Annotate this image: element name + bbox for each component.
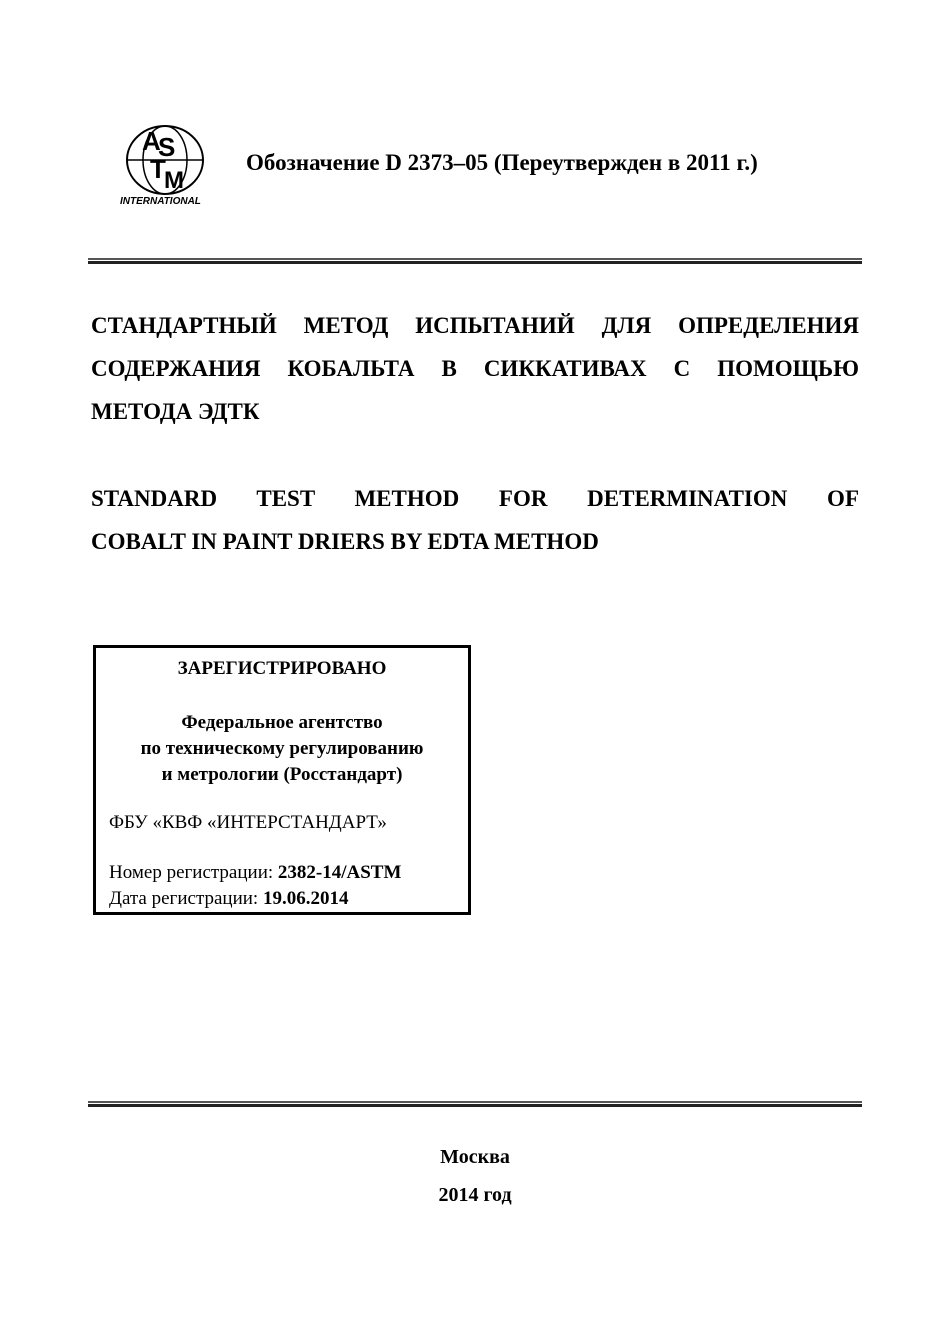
title-ru-line: МЕТОДА ЭДТК: [91, 399, 260, 424]
registration-org: ФБУ «КВФ «ИНТЕРСТАНДАРТ»: [109, 812, 387, 833]
registration-stamp: [93, 645, 471, 915]
svg-text:S: S: [158, 132, 176, 162]
registration-header: ЗАРЕГИСТРИРОВАНО: [177, 658, 387, 679]
agency-line: по техническому регулированию: [140, 738, 424, 759]
registration-number: [109, 862, 401, 884]
title-ru-line: СОДЕРЖАНИЯ КОБАЛЬТА В СИККАТИВАХ С ПОМОЩЬЮ: [91, 356, 859, 381]
svg-text:INTERNATIONAL: INTERNATIONAL: [120, 196, 201, 207]
registration-date-value: 19.06.2014: [262, 888, 349, 909]
agency-line: и метрологии (Росстандарт): [161, 764, 403, 785]
registration-date: [109, 888, 348, 910]
document-designation: Обозначение D 2373–05 (Переутвержден в 2011 г.): [246, 150, 758, 175]
title-ru-line: СТАНДАРТНЫЙ МЕТОД ИСПЫТАНИЙ ДЛЯ ОПРЕДЕЛЕНИЯ: [91, 313, 859, 338]
bottom-divider: [88, 1101, 862, 1107]
astm-logo: [116, 120, 214, 208]
title-en-line: STANDARD TEST METHOD FOR DETERMINATION OF: [91, 486, 859, 511]
footer-year: 2014 год: [438, 1184, 512, 1206]
registration-agency: [96, 710, 468, 788]
svg-text:M: M: [164, 167, 184, 194]
registration-date-label: Дата регистрации:: [109, 888, 263, 909]
svg-text:A: A: [142, 126, 161, 156]
agency-line: Федеральное агентство: [181, 712, 383, 733]
registration-number-value: 2382-14/ASTM: [277, 862, 402, 883]
svg-text:T: T: [150, 154, 166, 184]
title-en-line: COBALT IN PAINT DRIERS BY EDTA METHOD: [91, 529, 599, 554]
title-russian: [91, 304, 859, 433]
footer-city: Москва: [440, 1146, 510, 1168]
top-divider: [88, 258, 862, 264]
title-english: [91, 477, 859, 563]
registration-number-label: Номер регистрации:: [109, 862, 278, 883]
